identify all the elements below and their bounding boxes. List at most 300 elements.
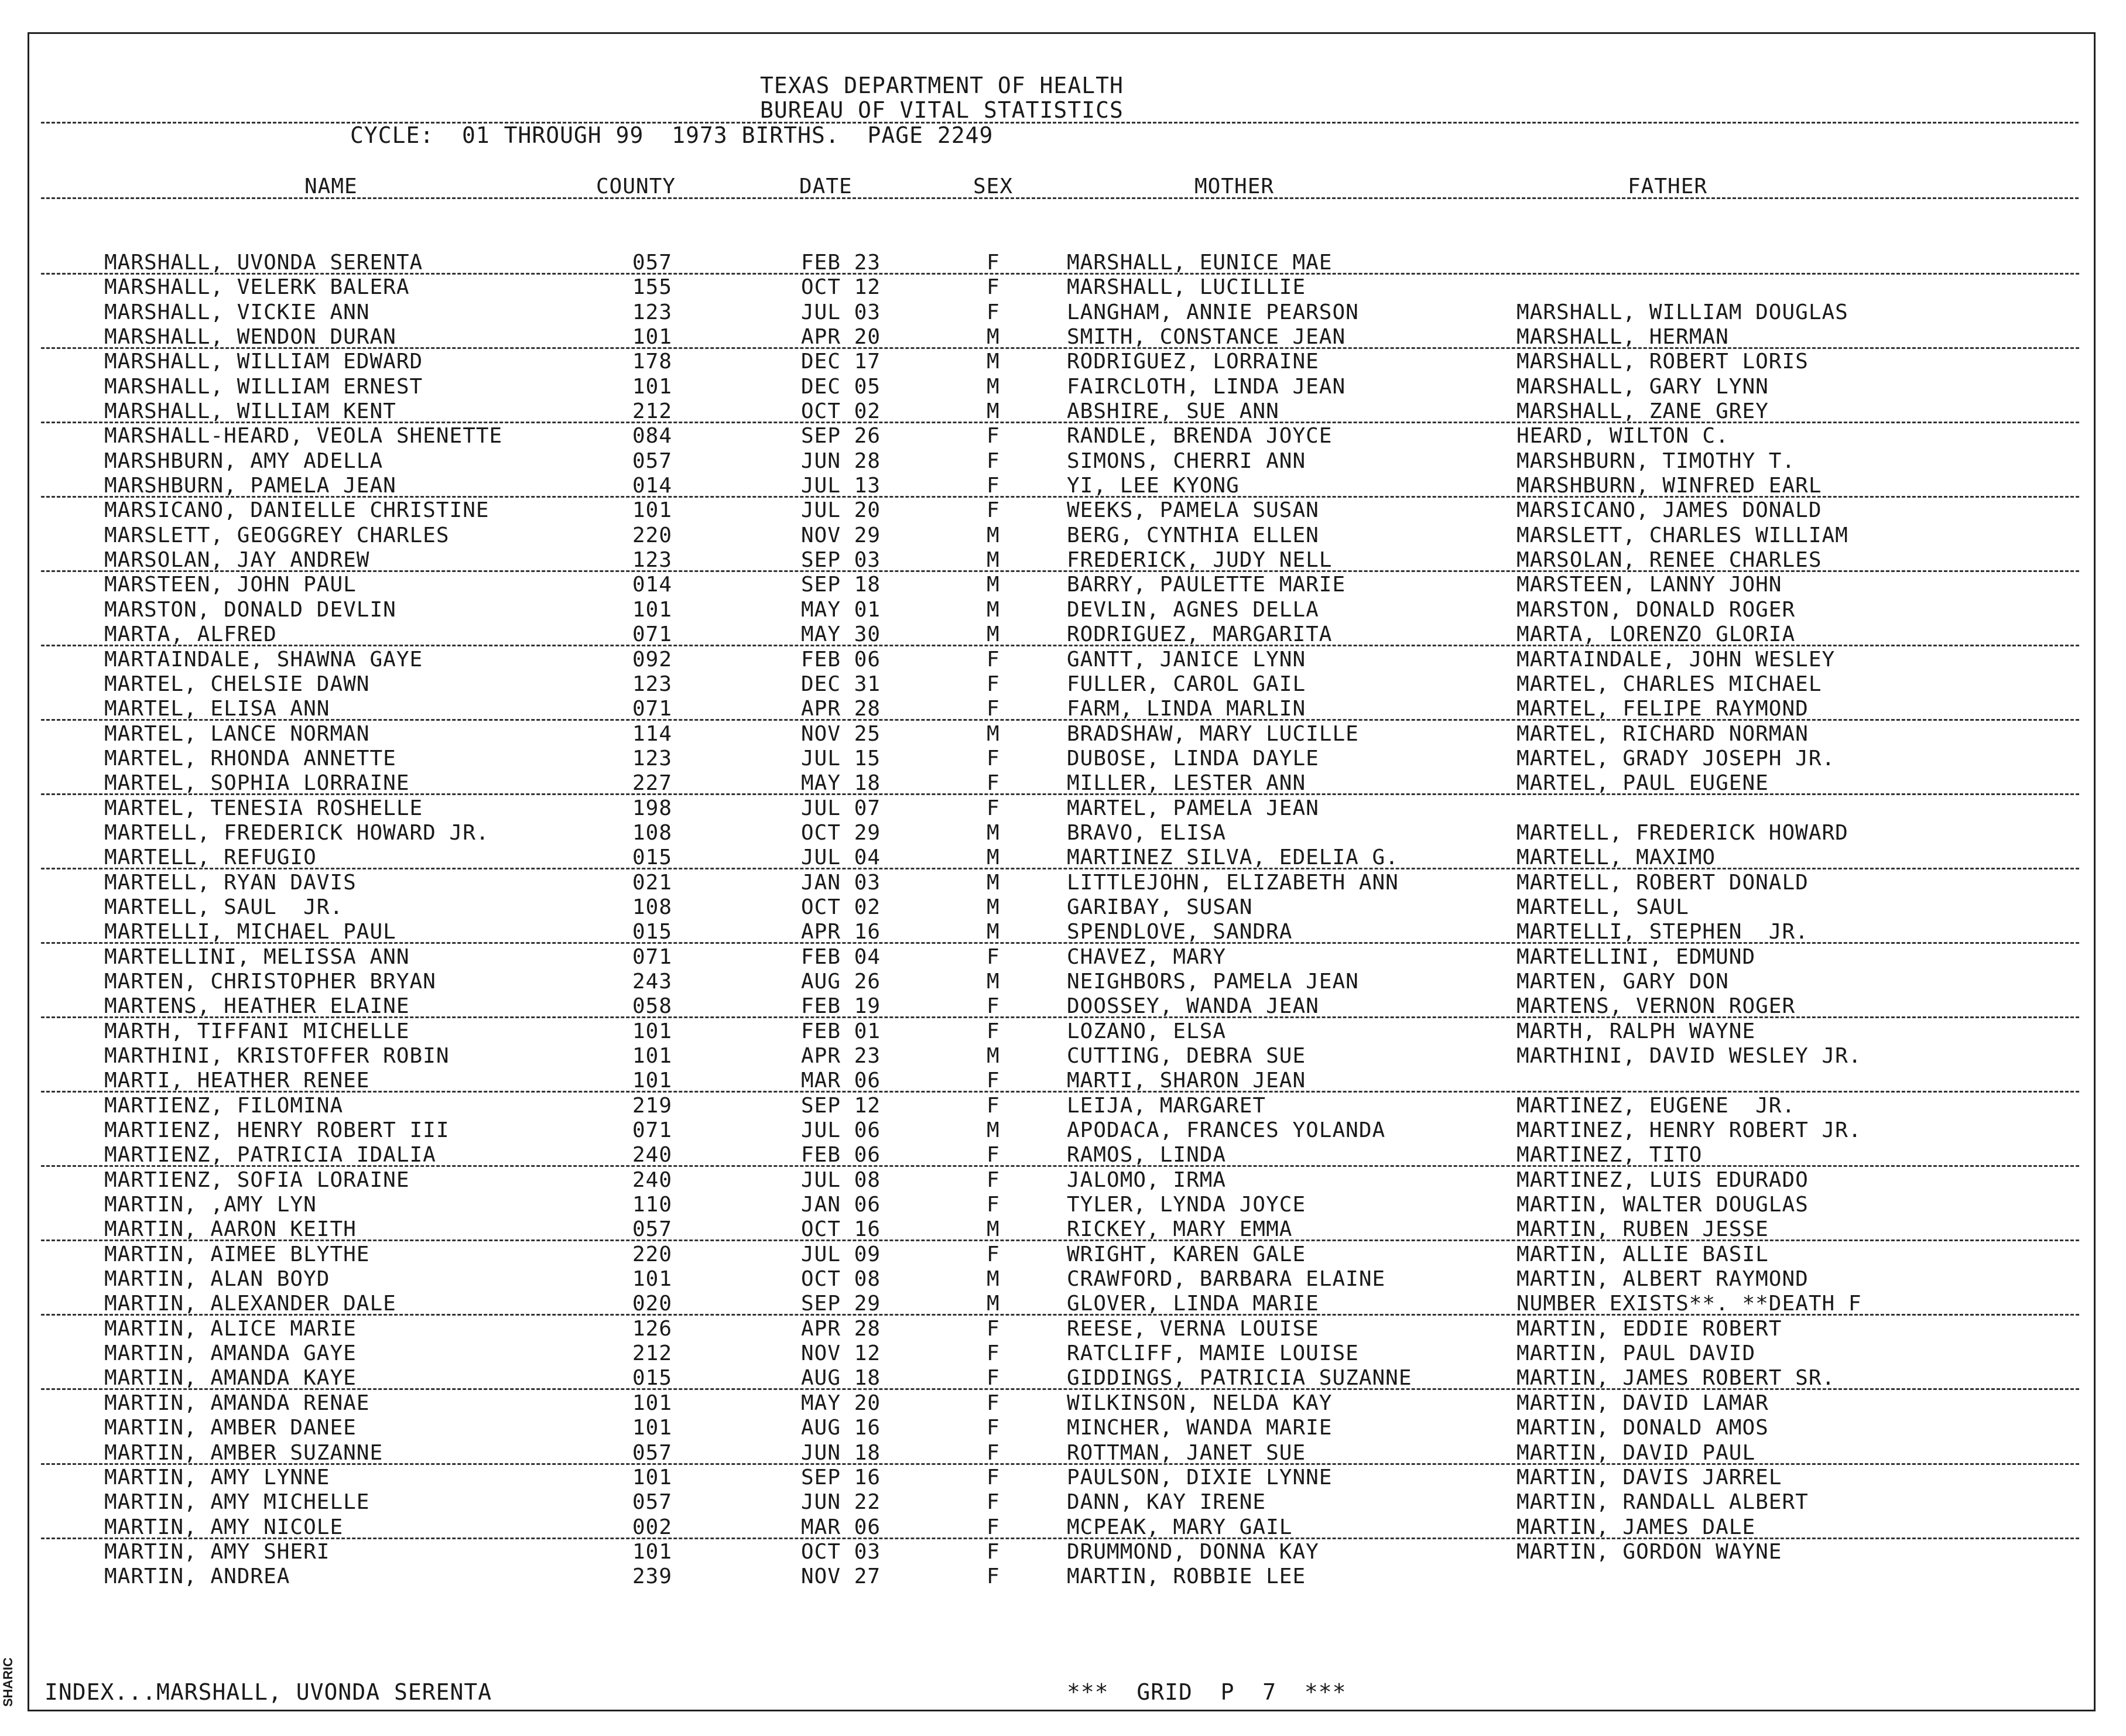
cell-date: APR 16 [801,920,881,944]
table-row [0,1193,2126,1217]
cell-name: MARSHALL, WILLIAM EDWARD [104,350,423,374]
cell-sex: F [987,1539,1000,1564]
cell-father: MARTIN, PAUL DAVID [1516,1341,1756,1366]
table-row [0,1564,2126,1589]
cell-mother: DANN, KAY IRENE [1067,1490,1266,1515]
cell-father: MARTIN, RUBEN JESSE [1516,1217,1769,1242]
cell-sex: F [987,944,1000,969]
cell-county: 101 [632,325,673,350]
table-row [0,1143,2126,1167]
cell-sex: M [987,399,1000,424]
table-row [0,1441,2126,1466]
cell-date: DEC 05 [801,374,881,399]
cell-county: 071 [632,944,673,969]
table-row [0,325,2126,350]
cell-county: 101 [632,1539,673,1564]
cell-date: NOV 29 [801,523,881,547]
table-row [0,672,2126,697]
cell-name: MARTIENZ, PATRICIA IDALIA [104,1143,436,1167]
table-row [0,895,2126,920]
table-row [0,1540,2126,1564]
cell-mother: GARIBAY, SUSAN [1067,895,1253,919]
cell-father: MARTINEZ, EUGENE JR. [1516,1093,1796,1118]
cell-county: 114 [632,721,673,746]
cell-date: DEC 17 [801,350,881,374]
cell-date: APR 23 [801,1044,881,1068]
cell-sex: F [987,771,1000,796]
cell-date: JUL 06 [801,1118,881,1143]
cell-sex: F [987,1069,1000,1093]
cell-sex: F [987,672,1000,696]
cell-name: MARTEL, LANCE NORMAN [104,721,370,746]
cell-county: 057 [632,1490,673,1515]
cell-mother: SPENDLOVE, SANDRA [1067,920,1293,944]
cell-date: APR 20 [801,325,881,350]
cell-sex: F [987,1193,1000,1217]
cell-date: JUL 07 [801,796,881,820]
cell-date: DEC 31 [801,672,881,696]
cell-date: SEP 29 [801,1292,881,1316]
cell-date: JAN 03 [801,870,881,895]
cell-date: MAY 30 [801,622,881,647]
cell-father: MARTIN, DAVID PAUL [1516,1440,1756,1465]
table-row [0,920,2126,944]
cell-name: MARTIENZ, HENRY ROBERT III [104,1118,450,1143]
cell-sex: M [987,1118,1000,1143]
table-row [0,399,2126,424]
cell-sex: F [987,1143,1000,1167]
cell-mother: PAULSON, DIXIE LYNNE [1067,1465,1333,1490]
table-row [0,722,2126,747]
cell-mother: RICKEY, MARY EMMA [1067,1217,1293,1242]
table-row [0,945,2126,970]
cell-name: MARTIN, AIMEE BLYTHE [104,1242,370,1266]
cell-sex: F [987,424,1000,448]
cell-sex: F [987,1564,1000,1589]
cell-father: MARSHALL, WILLIAM DOUGLAS [1516,300,1848,324]
cell-date: OCT 03 [801,1539,881,1564]
table-row [0,1317,2126,1341]
cell-sex: M [987,325,1000,350]
cell-name: MARTEN, CHRISTOPHER BRYAN [104,969,436,994]
cell-name: MARSLETT, GEOGGREY CHARLES [104,523,450,547]
cell-father: MARSHALL, GARY LYNN [1516,374,1769,399]
cell-name: MARTEL, SOPHIA LORRAINE [104,771,410,796]
cell-county: 058 [632,994,673,1019]
table-row [0,573,2126,597]
cell-date: JUL 04 [801,845,881,870]
cell-mother: WEEKS, PAMELA SUSAN [1067,498,1319,523]
cell-sex: F [987,746,1000,771]
cell-date: JUL 20 [801,498,881,523]
cell-county: 101 [632,498,673,523]
cell-mother: LITTLEJOHN, ELIZABETH ANN [1067,870,1399,895]
cell-mother: MILLER, LESTER ANN [1067,771,1306,796]
cell-date: SEP 26 [801,424,881,448]
cell-father: MARTEL, CHARLES MICHAEL [1516,672,1822,696]
cell-mother: DRUMMOND, DONNA KAY [1067,1539,1319,1564]
cell-father: MARSLETT, CHARLES WILLIAM [1516,523,1848,547]
cell-father: MARTIN, DAVID LAMAR [1516,1391,1769,1415]
cell-name: MARTIN, ALEXANDER DALE [104,1292,396,1316]
cell-mother: MARSHALL, EUNICE MAE [1067,251,1333,275]
cell-mother: BRAVO, ELISA [1067,820,1227,845]
cell-father: MARTELL, ROBERT DONALD [1516,870,1809,895]
cell-mother: GLOVER, LINDA MARIE [1067,1292,1319,1316]
cell-name: MARTIN, AARON KEITH [104,1217,357,1242]
cell-mother: MARSHALL, LUCILLIE [1067,275,1306,300]
table-row [0,375,2126,399]
cell-county: 240 [632,1143,673,1167]
cell-father: MARSHBURN, TIMOTHY T. [1516,448,1796,473]
cell-county: 101 [632,1069,673,1093]
table-row [0,1168,2126,1193]
column-header-divider [41,197,2079,199]
cell-mother: MINCHER, WANDA MARIE [1067,1416,1333,1440]
cell-mother: RAMOS, LINDA [1067,1143,1227,1167]
cell-date: SEP 12 [801,1093,881,1118]
cell-date: MAY 18 [801,771,881,796]
cell-date: FEB 06 [801,647,881,672]
cell-name: MARTIN, ANDREA [104,1564,290,1589]
cell-name: MARTENS, HEATHER ELAINE [104,994,410,1019]
cell-mother: ROTTMAN, JANET SUE [1067,1440,1306,1465]
table-row [0,1416,2126,1440]
cell-name: MARSTON, DONALD DEVLIN [104,597,396,622]
cell-date: JUN 22 [801,1490,881,1515]
cell-county: 212 [632,399,673,424]
cell-date: JUL 09 [801,1242,881,1266]
cell-father: MARTELLINI, EDMUND [1516,944,1756,969]
cell-father: MARTEL, RICHARD NORMAN [1516,721,1809,746]
cell-county: 220 [632,1242,673,1266]
cell-county: 071 [632,1118,673,1143]
cell-father: MARTINEZ, TITO [1516,1143,1703,1167]
cell-date: FEB 01 [801,1019,881,1043]
cell-sex: M [987,820,1000,845]
cell-name: MARSHALL, WILLIAM KENT [104,399,396,424]
cell-county: 220 [632,523,673,547]
cell-county: 084 [632,424,673,448]
cell-father: MARTEL, PAUL EUGENE [1516,771,1769,796]
cell-sex: M [987,374,1000,399]
table-row [0,1490,2126,1515]
cell-date: FEB 23 [801,251,881,275]
cell-sex: F [987,1391,1000,1415]
column-header-father: FATHER [1628,174,1708,198]
cell-sex: F [987,1440,1000,1465]
table-row [0,1094,2126,1118]
cell-date: MAY 20 [801,1391,881,1415]
cell-mother: BERG, CYNTHIA ELLEN [1067,523,1319,547]
cell-name: MARTIN, ALAN BOYD [104,1267,330,1292]
cell-father: HEARD, WILTON C. [1516,424,1729,448]
cell-sex: F [987,796,1000,820]
table-row [0,498,2126,523]
cell-sex: F [987,1019,1000,1043]
cell-father: MARTAINDALE, JOHN WESLEY [1516,647,1836,672]
cell-county: 057 [632,251,673,275]
cell-county: 123 [632,672,673,696]
cell-mother: FAIRCLOTH, LINDA JEAN [1067,374,1346,399]
cell-sex: M [987,523,1000,547]
cell-date: OCT 16 [801,1217,881,1242]
table-row [0,1118,2126,1143]
cell-sex: M [987,350,1000,374]
side-stamp [1,1651,25,1716]
cell-county: 178 [632,350,673,374]
cell-father: MARTEN, GARY DON [1516,969,1729,994]
cell-county: 092 [632,647,673,672]
cell-county: 101 [632,597,673,622]
cell-name: MARTIN, AMY NICOLE [104,1515,344,1539]
cell-county: 101 [632,1267,673,1292]
grid-footer: *** GRID P 7 *** [1067,1679,1347,1705]
cell-date: SEP 18 [801,573,881,597]
cell-county: 101 [632,1416,673,1440]
table-row [0,648,2126,672]
cell-sex: M [987,622,1000,647]
cell-date: JAN 06 [801,1193,881,1217]
cell-date: SEP 16 [801,1465,881,1490]
table-row [0,970,2126,994]
table-row [0,449,2126,474]
cell-mother: CHAVEZ, MARY [1067,944,1227,969]
cell-sex: F [987,448,1000,473]
cell-name: MARSTEEN, JOHN PAUL [104,573,357,597]
cell-name: MARSHALL, WILLIAM ERNEST [104,374,423,399]
cycle-line: CYCLE: 01 THROUGH 99 1973 BIRTHS. PAGE 2249 [350,122,994,148]
cell-sex: F [987,1242,1000,1266]
cell-mother: ABSHIRE, SUE ANN [1067,399,1279,424]
cell-sex: M [987,573,1000,597]
cell-mother: MARTIN, ROBBIE LEE [1067,1564,1306,1589]
table-row [0,697,2126,721]
table-row [0,994,2126,1019]
cell-father: MARSHBURN, WINFRED EARL [1516,474,1822,498]
cell-county: 015 [632,1366,673,1391]
cell-father: MARTIN, GORDON WAYNE [1516,1539,1782,1564]
cell-county: 239 [632,1564,673,1589]
cell-name: MARTH, TIFFANI MICHELLE [104,1019,410,1043]
cell-name: MARTIN, AMY MICHELLE [104,1490,370,1515]
table-row [0,1069,2126,1093]
cell-county: 243 [632,969,673,994]
cell-name: MARTIN, ALICE MARIE [104,1316,357,1341]
cell-father: MARSTEEN, LANNY JOHN [1516,573,1782,597]
cell-father: MARTIN, WALTER DOUGLAS [1516,1193,1809,1217]
cell-father: MARSICANO, JAMES DONALD [1516,498,1822,523]
cell-mother: DOOSSEY, WANDA JEAN [1067,994,1319,1019]
cell-mother: FARM, LINDA MARLIN [1067,697,1306,721]
cell-sex: M [987,895,1000,919]
column-header-sex: SEX [973,174,1014,198]
cell-name: MARSHBURN, AMY ADELLA [104,448,384,473]
cell-county: 123 [632,548,673,573]
cell-name: MARTIENZ, SOFIA LORAINE [104,1167,410,1192]
cell-name: MARTIN, AMANDA GAYE [104,1341,357,1366]
cell-father: NUMBER EXISTS**. **DEATH F [1516,1292,1862,1316]
cell-date: JUL 15 [801,746,881,771]
cell-father: MARSHALL, HERMAN [1516,325,1729,350]
table-row [0,771,2126,796]
cell-name: MARTIN, AMANDA KAYE [104,1366,357,1391]
cell-father: MARTIN, ALLIE BASIL [1516,1242,1769,1266]
cell-mother: BRADSHAW, MARY LUCILLE [1067,721,1359,746]
cell-sex: F [987,647,1000,672]
cell-sex: M [987,920,1000,944]
cell-county: 015 [632,845,673,870]
cell-county: 101 [632,374,673,399]
cell-name: MARTIN, AMY LYNNE [104,1465,330,1490]
cell-sex: F [987,498,1000,523]
cell-date: OCT 02 [801,895,881,919]
cell-mother: SMITH, CONSTANCE JEAN [1067,325,1346,350]
table-row [0,474,2126,498]
cell-name: MARTELL, REFUGIO [104,845,317,870]
cell-name: MARTELL, FREDERICK HOWARD JR. [104,820,489,845]
column-header-name: NAME [304,174,358,198]
cell-county: 212 [632,1341,673,1366]
cell-date: AUG 26 [801,969,881,994]
cell-father: MARTELL, MAXIMO [1516,845,1716,870]
cell-county: 071 [632,697,673,721]
table-row [0,1515,2126,1540]
cell-name: MARTELLINI, MELISSA ANN [104,944,410,969]
cell-mother: NEIGHBORS, PAMELA JEAN [1067,969,1359,994]
cell-mother: RATCLIFF, MAMIE LOUISE [1067,1341,1359,1366]
cell-father: MARTIN, DAVIS JARREL [1516,1465,1782,1490]
cell-father: MARTIN, JAMES ROBERT SR. [1516,1366,1836,1391]
cell-name: MARSHALL, VELERK BALERA [104,275,410,300]
cell-mother: SIMONS, CHERRI ANN [1067,448,1306,473]
cell-mother: DEVLIN, AGNES DELLA [1067,597,1319,622]
cell-name: MARTEL, TENESIA ROSHELLE [104,796,423,820]
cell-county: 101 [632,1391,673,1415]
cell-date: APR 28 [801,1316,881,1341]
cell-father: MARSHALL, ROBERT LORIS [1516,350,1809,374]
bureau-title: BUREAU OF VITAL STATISTICS [760,97,1124,123]
cell-name: MARSHBURN, PAMELA JEAN [104,474,396,498]
cell-name: MARTIN, ,AMY LYN [104,1193,317,1217]
cell-name: MARTI, HEATHER RENEE [104,1069,370,1093]
cell-date: JUN 28 [801,448,881,473]
cell-sex: F [987,1341,1000,1366]
cell-father: MARTIN, JAMES DALE [1516,1515,1756,1539]
cell-mother: MCPEAK, MARY GAIL [1067,1515,1293,1539]
cell-name: MARTEL, RHONDA ANNETTE [104,746,396,771]
cell-father: MARTIN, EDDIE ROBERT [1516,1316,1782,1341]
cell-mother: MARTINEZ SILVA, EDELIA G. [1067,845,1399,870]
table-row [0,548,2126,573]
cell-name: MARTEL, CHELSIE DAWN [104,672,370,696]
cell-mother: APODACA, FRANCES YOLANDA [1067,1118,1386,1143]
table-row [0,523,2126,548]
cell-mother: YI, LEE KYONG [1067,474,1240,498]
cell-date: APR 28 [801,697,881,721]
cell-date: JUL 03 [801,300,881,324]
cell-sex: F [987,275,1000,300]
cell-mother: DUBOSE, LINDA DAYLE [1067,746,1319,771]
column-header-date: DATE [799,174,853,198]
cell-name: MARTAINDALE, SHAWNA GAYE [104,647,423,672]
table-row [0,1341,2126,1366]
cell-mother: LEIJA, MARGARET [1067,1093,1266,1118]
cell-county: 057 [632,1217,673,1242]
cell-sex: M [987,969,1000,994]
table-row [0,1267,2126,1292]
cell-mother: RODRIGUEZ, LORRAINE [1067,350,1319,374]
table-row [0,821,2126,845]
cell-mother: MARTI, SHARON JEAN [1067,1069,1306,1093]
cell-father: MARTELL, SAUL [1516,895,1689,919]
cell-sex: M [987,1292,1000,1316]
cell-sex: F [987,1490,1000,1515]
cell-date: MAY 01 [801,597,881,622]
table-row [0,747,2126,771]
cell-county: 015 [632,920,673,944]
cell-mother: REESE, VERNA LOUISE [1067,1316,1319,1341]
cell-date: AUG 16 [801,1416,881,1440]
cell-county: 123 [632,746,673,771]
cell-father: MARTEL, FELIPE RAYMOND [1516,697,1809,721]
cell-name: MARSHALL, WENDON DURAN [104,325,396,350]
side-stamp-label: SHARIC [1,1657,16,1707]
cell-name: MARTELL, RYAN DAVIS [104,870,357,895]
cell-date: AUG 18 [801,1366,881,1391]
cell-mother: GANTT, JANICE LYNN [1067,647,1306,672]
cell-mother: TYLER, LYNDA JOYCE [1067,1193,1306,1217]
cell-county: 123 [632,300,673,324]
cell-mother: LOZANO, ELSA [1067,1019,1227,1043]
cell-date: NOV 25 [801,721,881,746]
cell-father: MARTIN, RANDALL ALBERT [1516,1490,1809,1515]
cell-sex: M [987,870,1000,895]
cell-date: JUN 18 [801,1440,881,1465]
column-header-county: COUNTY [596,174,676,198]
cell-mother: FREDERICK, JUDY NELL [1067,548,1333,573]
cell-father: MARTA, LORENZO GLORIA [1516,622,1796,647]
cell-mother: JALOMO, IRMA [1067,1167,1227,1192]
cell-father: MARTELLI, STEPHEN JR. [1516,920,1809,944]
department-title: TEXAS DEPARTMENT OF HEALTH [760,73,1124,98]
cell-sex: M [987,597,1000,622]
cell-name: MARSHALL, UVONDA SERENTA [104,251,423,275]
cell-name: MARTIN, AMANDA RENAE [104,1391,370,1415]
cell-county: 108 [632,895,673,919]
cell-father: MARTH, RALPH WAYNE [1516,1019,1756,1043]
cell-mother: CUTTING, DEBRA SUE [1067,1044,1306,1068]
table-row [0,1391,2126,1416]
cell-father: MARSOLAN, RENEE CHARLES [1516,548,1822,573]
cell-mother: CRAWFORD, BARBARA ELAINE [1067,1267,1386,1292]
cell-county: 057 [632,1440,673,1465]
cell-name: MARTELLI, MICHAEL PAUL [104,920,396,944]
cell-father: MARTEL, GRADY JOSEPH JR. [1516,746,1836,771]
cell-name: MARSHALL, VICKIE ANN [104,300,370,324]
cell-sex: F [987,1093,1000,1118]
cell-date: SEP 03 [801,548,881,573]
table-row [0,1019,2126,1044]
cell-mother: MARTEL, PAMELA JEAN [1067,796,1319,820]
cell-name: MARTIN, AMBER DANEE [104,1416,357,1440]
cell-sex: M [987,845,1000,870]
cell-county: 126 [632,1316,673,1341]
cell-county: 014 [632,573,673,597]
table-row [0,845,2126,870]
cell-county: 101 [632,1465,673,1490]
cell-sex: F [987,1167,1000,1192]
